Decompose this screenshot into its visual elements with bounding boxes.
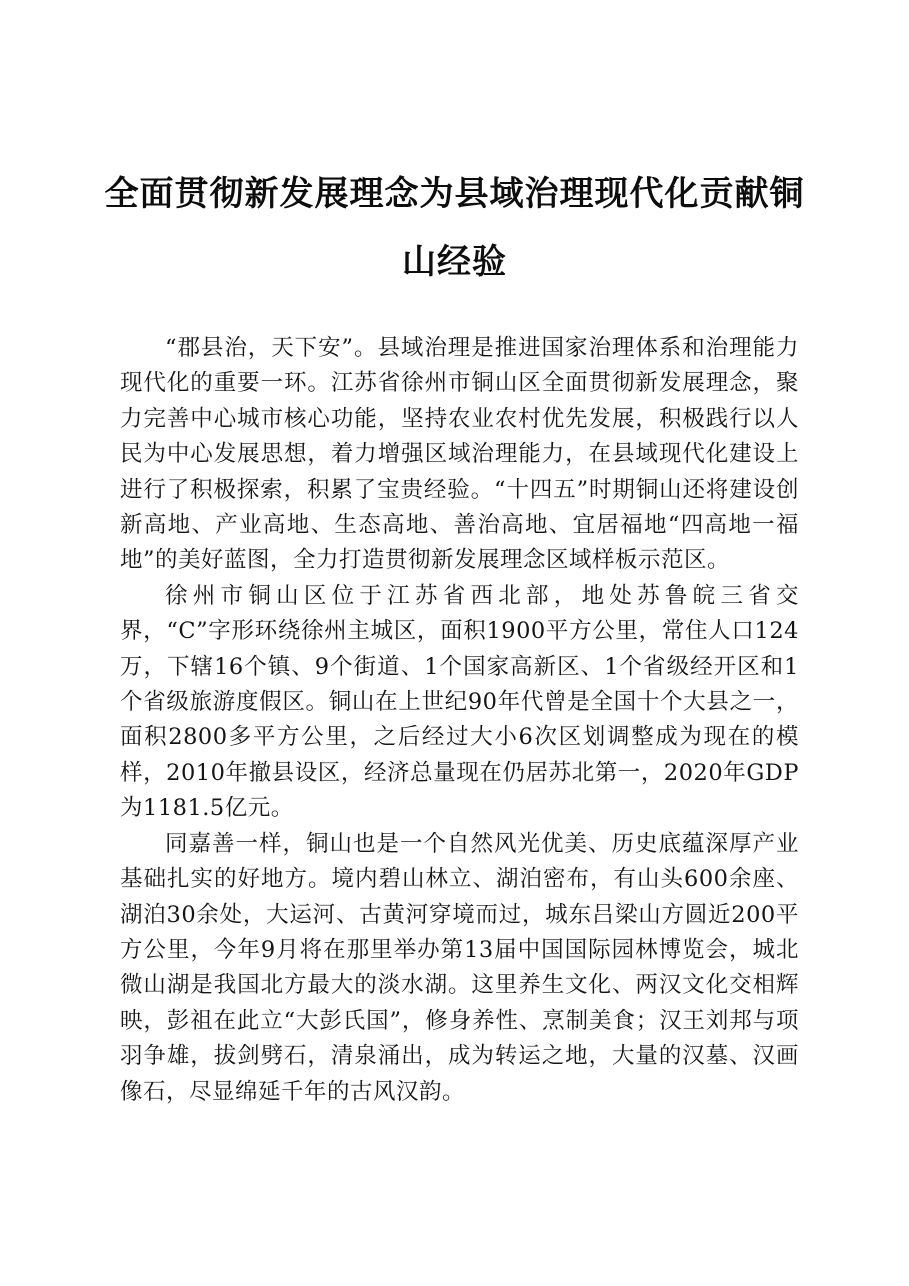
paragraph-culture: 同嘉善一样，铜山也是一个自然风光优美、历史底蕴深厚产业基础扎实的好地方。境内碧山林立、湖泊密布，有山头600余座、湖泊30余处，大运河、古黄河穿境而过，城东吕梁山方圆近200平方公里，今年9月将在那里举办第13届中国国际园林博览会，城北微山湖是我国北方最大的淡水湖。这里养生文化、两汉文化交相辉映，彭祖在此立“大彭氏国”，修身养性、烹制美食；汉王刘邦与项羽争雄，拔剑劈石，清泉涌出，成为转运之地，大量的汉墓、汉画像石，尽显绵延千年的古风汉韵。 — [120, 830, 799, 1105]
paragraph-overview: 徐州市铜山区位于江苏省西北部，地处苏鲁皖三省交界，“C”字形环绕徐州主城区，面积1900平方公里，常住人口124万，下辖16个镇、9个街道、1个国家高新区、1个省级经开区和1个省级旅游度假区。铜山在上世纪90年代曾是全国十个大县之一，面积2800多平方公里，之后经过大小6次区划调整成为现在的模样，2010年撤县设区，经济总量现在仍居苏北第一，2020年GDP为1181.5亿元。 — [120, 582, 799, 822]
document-title: 全面贯彻新发展理念为县域治理现代化贡献铜山经验 — [104, 174, 805, 282]
paragraph-intro: “郡县治，天下安”。县域治理是推进国家治理体系和治理能力现代化的重要一环。江苏省徐州市铜山区全面贯彻新发展理念，聚力完善中心城市核心功能，坚持农业农村优先发展，积极践行以人民为中心发展思想，着力增强区域治理能力，在县域现代化建设上进行了积极探索，积累了宝贵经验。“十四五”时期铜山还将建设创新高地、产业高地、生态高地、善治高地、宜居福地“四高地一福地”的美好蓝图，全力打造贯彻新发展理念区域样板示范区。 — [120, 335, 799, 574]
document-body — [120, 331, 799, 1110]
